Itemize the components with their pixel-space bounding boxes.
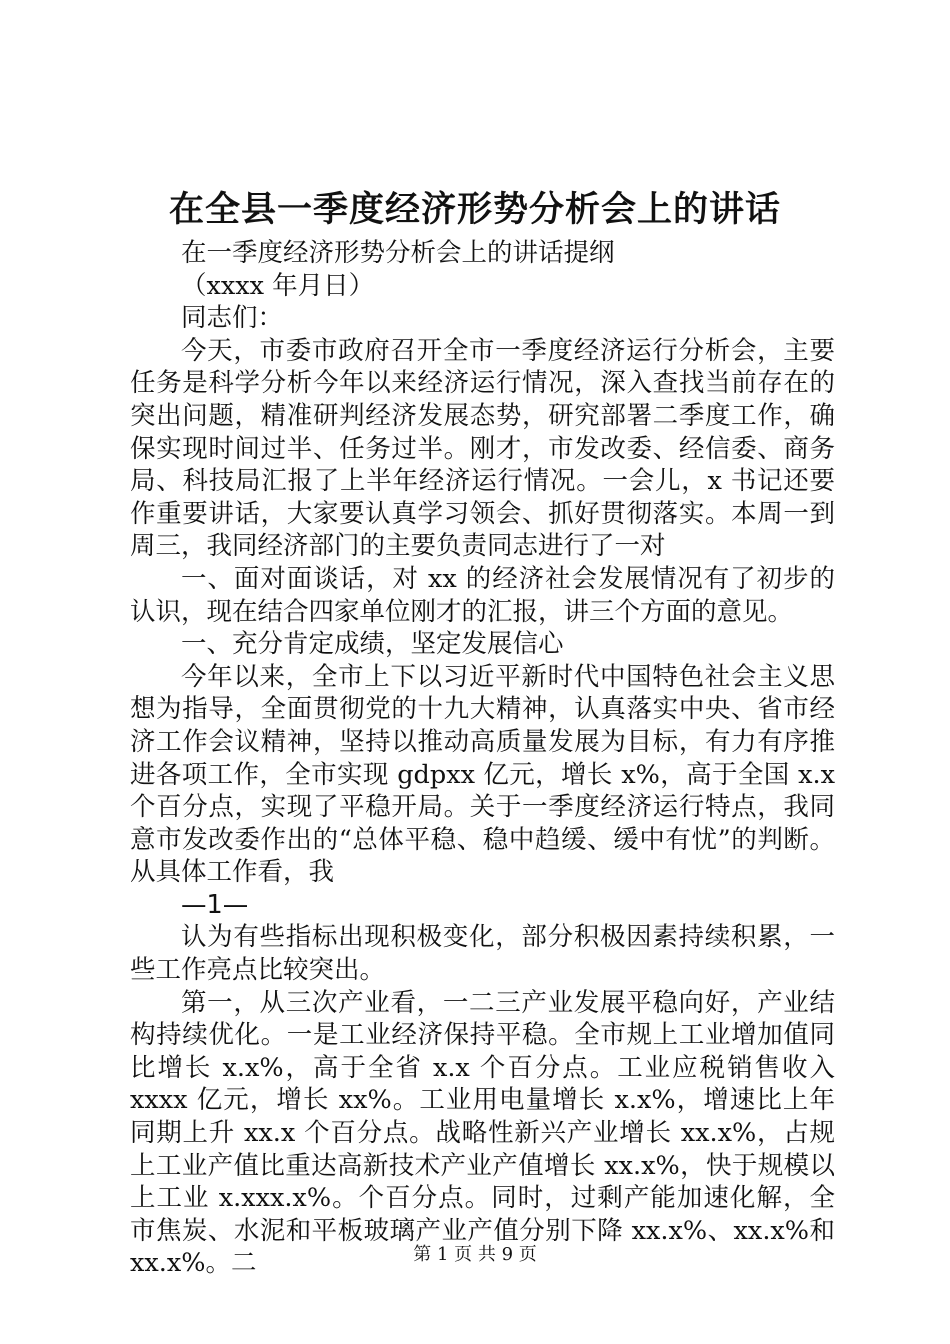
document-title: 在全县一季度经济形势分析会上的讲话	[168, 189, 781, 230]
page-footer: 第 1 页 共 9 页	[413, 1244, 537, 1265]
salutation: 同志们：	[181, 303, 284, 334]
paragraph: 今天，市委市政府召开全市一季度经济运行分析会，主要任务是科学分析今年以来经济运行情况，深入查找当前存在的突出问题，精准研判经济发展态势，研究部署二季度工作，确保实现时间过半、任务过半。刚才，市发改委、经信委、商务局、科技局汇报了上半年经济运行情况。一会儿，x 书记还要作重要讲话，大家要认真学习领会、抓好贯彻落实。本周一到周三，我同经济部门的主要负责同志进行了一对	[130, 335, 835, 562]
document-body	[130, 237, 835, 1280]
section-heading: 一、充分肯定成绩，坚定发展信心	[181, 629, 564, 660]
paragraph: 一、面对面谈话，对 xx 的经济社会发展情况有了初步的认识，现在结合四家单位刚才的汇报，讲三个方面的意见。	[130, 563, 835, 627]
paragraph: 认为有些指标出现积极变化，部分积极因素持续积累，一些工作亮点比较突出。	[130, 922, 835, 986]
document-subtitle: 在一季度经济形势分析会上的讲话提纲	[181, 238, 615, 268]
paragraph: 第一，从三次产业看，一二三产业发展平稳向好，产业结构持续优化。一是工业经济保持平稳。全市规上工业增加值同比增长 x.x%，高于全省 x.x 个百分点。工业应税销售收入 xxxx 亿元，增长 xx%。工业用电量增长 x.x%，增速比上年同期上升 xx.x 个百分点。战略性新兴产业增长 xx.x%，占规上工业产值比重达高新技术产业产值增长 xx.x%，快于规模以上工业 x.xxx.x%。个百分点。同时，过剩产能加速化解，全市焦炭、水泥和平板玻璃产业产值分别下降 xx.x%、xx.x%和 xx.x%。二	[130, 987, 835, 1279]
inline-page-marker: —1—	[181, 889, 249, 920]
date-line: （xxxx 年月日）	[181, 270, 375, 301]
paragraph: 今年以来，全市上下以习近平新时代中国特色社会主义思想为指导，全面贯彻党的十九大精神，认真落实中央、省市经济工作会议精神，坚持以推动高质量发展为目标，有力有序推进各项工作，全市实现 gdpxx 亿元，增长 x%，高于全国 x.x 个百分点，实现了平稳开局。关于一季度经济运行特点，我同意市发改委作出的“总体平稳、稳中趋缓、缓中有忧”的判断。从具体工作看，我	[130, 661, 835, 888]
